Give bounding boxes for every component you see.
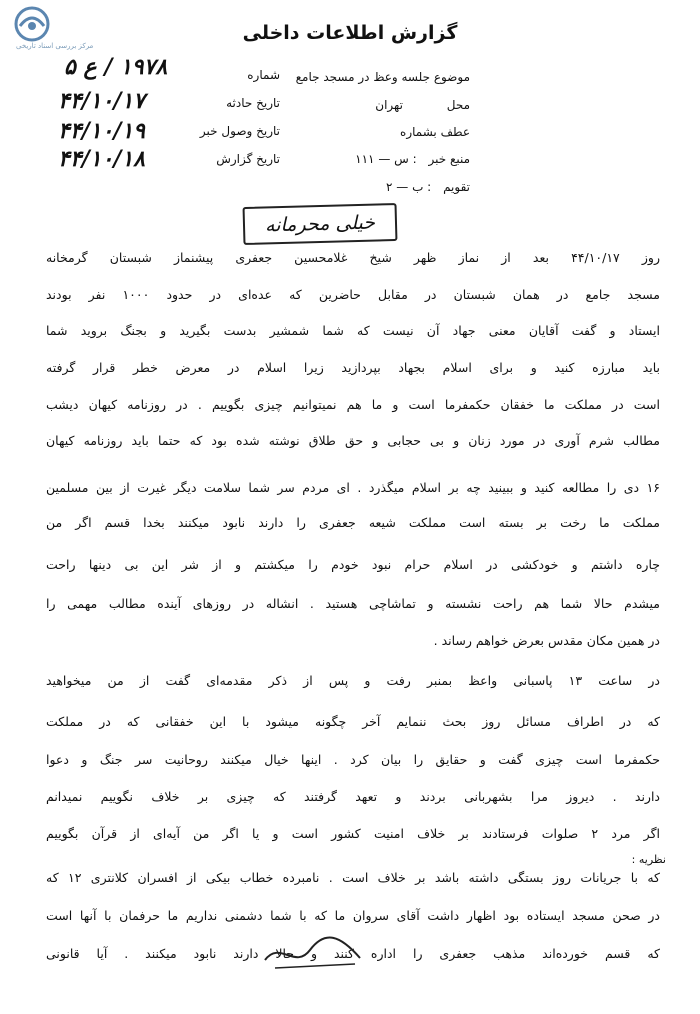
body-line: در ساعت ۱۳ پاسبانی واعظ بمنبر رفت و پس از ذکر مقدمه‌ای گفت از من میخواهید [46, 673, 660, 688]
handwritten-receipt-date: ۴۴/۱۰/۱۹ [58, 118, 145, 144]
incident-date-label: تاریخ حادثه [226, 96, 280, 110]
body-line: ۱۶ دی را مطالعه کنید و ببینید چه بر اسلام میگذرد . ای مردم سر شما سلامت دیگر غیرت از بین مسلمین [46, 480, 660, 495]
place-value: تهران [375, 98, 403, 112]
body-line: که در اطراف مسائل روز بحث ننمایم آخر چگونه میشود با این خفقانی که در مملکت [46, 714, 660, 729]
body-line: مسجد جامع در همان شبستان در مقابل حاضرین که عده‌ای در حدود ۱۰۰۰ نفر بودند [46, 287, 660, 302]
body-line: در همین مکان مقدس بعرض خواهم رساند . [433, 633, 660, 648]
evaluation-field [386, 180, 470, 194]
archive-logo [6, 6, 98, 60]
body-line: اگر مرد ۲ صلوات فرستادند بر خلاف امنیت کشور است و یا اگر من آیه‌ای از قرآن بگوییم [46, 826, 660, 841]
place-label: محل [446, 98, 470, 112]
report-title: گزارش اطلاعات داخلی [242, 22, 458, 44]
body-line: است در مملکت ما خفقان حکمفرما است و ما هم نمیتوانیم چیزی بگوییم . در روزنامه کیهان دیشب [46, 397, 660, 412]
body-line: ایستاد و گفت آقایان معنی جهاد آن نیست که شما شمشیر بدست بگیرید و بجنگ بروید شما [46, 323, 660, 338]
receipt-date-label: تاریخ وصول خبر [199, 124, 280, 138]
subject-field: موضوع جلسه وعظ در مسجد جامع [295, 70, 470, 84]
body-line: که با جریانات روز بستگی داشته باشد بر خلاف است . نامبرده خطاب بیکی از افسران کلانتری ۱۲ که [46, 870, 660, 885]
body-line: دارند . دیروز مرا بشهربانی بردند و تعهد گرفتند که چیزی بر خلاف نگوییم نمیدانم [46, 789, 660, 804]
signature-mark [260, 930, 370, 980]
body-line: روز ۴۴/۱۰/۱۷ بعد از نماز ظهر شیخ غلامحسین جعفری پیشنماز شبستان گرمخانه [46, 250, 660, 265]
attachment-field: عطف بشماره [400, 125, 470, 139]
place-field [375, 98, 470, 112]
handwritten-incident-date: ۴۴/۱۰/۱۷ [58, 88, 145, 114]
margin-note: نظریه : [631, 853, 666, 866]
handwritten-report-date: ۴۴/۱۰/۱۸ [58, 146, 145, 172]
body-line: مملکت ما رخت بر بسته است مملکت شیعه جعفری را دارند نابود میکنند بخدا قسم اگر من [46, 515, 660, 530]
body-line: حکمفرما است چیزی گفت و حقایق را بیان کرد . اینها خیال میکنند روحانیت سر جنگ و دعوا [46, 752, 660, 767]
archive-emblem-icon [6, 6, 58, 42]
handwritten-number: ۱۹۷۸ / ع ۵ [64, 54, 168, 80]
evaluation-value: : ب — ۲ [385, 180, 432, 194]
source-label: منبع خبر [428, 152, 470, 166]
source-field [355, 152, 470, 166]
classification-stamp: خیلی محرمانه [243, 203, 398, 245]
logo-text: مرکز بررسی اسناد تاریخی [16, 42, 94, 50]
body-line: باید مبارزه کنید و برای اسلام بجهاد بپردازید زیرا اسلام در معرض خطر قرار گرفته [46, 360, 660, 375]
source-value: : س — ۱۱۱ [355, 152, 417, 166]
report-date-label: تاریخ گزارش [216, 152, 280, 166]
body-line: در صحن مسجد ایستاده بود اظهار داشت آقای سروان ما که با شما دشمنی نداریم ما حرفمان با آنها است [46, 908, 660, 923]
number-label: شماره [247, 68, 280, 82]
body-line: که قسم خورده‌اند مذهب جعفری را اداره کنند و حالا دارند نابود میکنند . آیا قانونی [46, 946, 660, 961]
body-line: مطالب شرم آوری در مورد زنان و بی حجابی و حق طلاق نوشته شده بود که حتما باید روزنامه کیهان [46, 433, 660, 448]
body-line: میشدم حالا شما هم راحت نشسته و تماشاچی هستید . انشاله در روزهای آینده مطالب مهمی را [46, 596, 660, 611]
evaluation-label: تقویم [443, 180, 470, 194]
body-line: چاره داشتم و خودکشی در اسلام حرام نبود خودم را میکشتم و از شر این بی دینها راحت [46, 557, 660, 572]
